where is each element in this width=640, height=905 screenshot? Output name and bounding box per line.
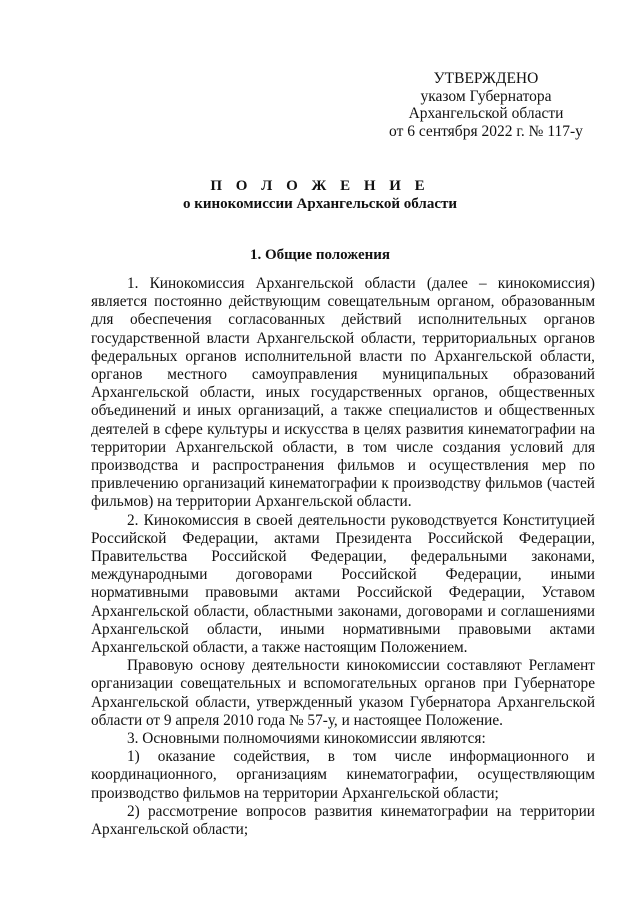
approval-stamp	[381, 70, 591, 140]
approval-line-region: Архангельской области	[408, 105, 564, 122]
document-title-block	[0, 177, 640, 213]
document-subtitle: о кинокомиссии Архангельской области	[183, 196, 457, 212]
paragraph-5: 1) оказание содействия, в том числе информационного и координационного, организациям кинематографии, осуществляющим производство фильмов на территории Архангельской области;	[91, 748, 595, 802]
paragraph-6: 2) рассмотрение вопросов развития кинематографии на территории Архангельской области;	[91, 802, 595, 839]
document-title: П О Л О Ж Е Н И Е	[210, 178, 430, 194]
approval-line-date: от 6 сентября 2022 г. № 117-у	[389, 122, 583, 140]
document-body	[91, 275, 595, 839]
paragraph-1: 1. Кинокомиссия Архангельской области (далее – кинокомиссия) является постоянно действующим совещательным органом, образованным для обеспечения согласованных действий исполнительных органов государственной власти Архангельской области, территориальных органов федеральных органов исполнительной власти по Архангельской области, органов местного самоуправления муниципальных образований Архангельской области, иных государственных органов, общественных объединений и иных организаций, а также специалистов и общественных деятелей в сфере культуры и искусства в целях развития кинематографии на территории Архангельской области, в том числе создания условий для производства и распространения фильмов и осуществления мер по привлечению организаций кинематографии к производству фильмов (частей фильмов) на территории Архангельской области.	[91, 275, 595, 511]
approval-line-decree: указом Губернатора	[420, 87, 552, 105]
approval-line-approved: УТВЕРЖДЕНО	[433, 70, 539, 87]
paragraph-3: Правовую основу деятельности кинокомиссии составляют Регламент организации совещательных и вспомогательных органов при Губернаторе Архангельской области, утвержденный указом Губернатора Архангельской области от 9 апреля 2010 года № 57-у, и настоящее Положение.	[91, 657, 595, 729]
paragraph-4: 3. Основными полномочиями кинокомиссии являются:	[127, 730, 486, 748]
section-heading: 1. Общие положения	[249, 247, 391, 263]
paragraph-2: 2. Кинокомиссия в своей деятельности руководствуется Конституцией Российской Федерации, актами Президента Российской Федерации, Правительства Российской Федерации, федеральными законами, международными договорами Российской Федерации, иными нормативными правовыми актами Российской Федерации, Уставом Архангельской области, областными законами, договорами и соглашениями Архангельской области, иными нормативными правовыми актами Архангельской области, а также настоящим Положением.	[91, 511, 595, 657]
